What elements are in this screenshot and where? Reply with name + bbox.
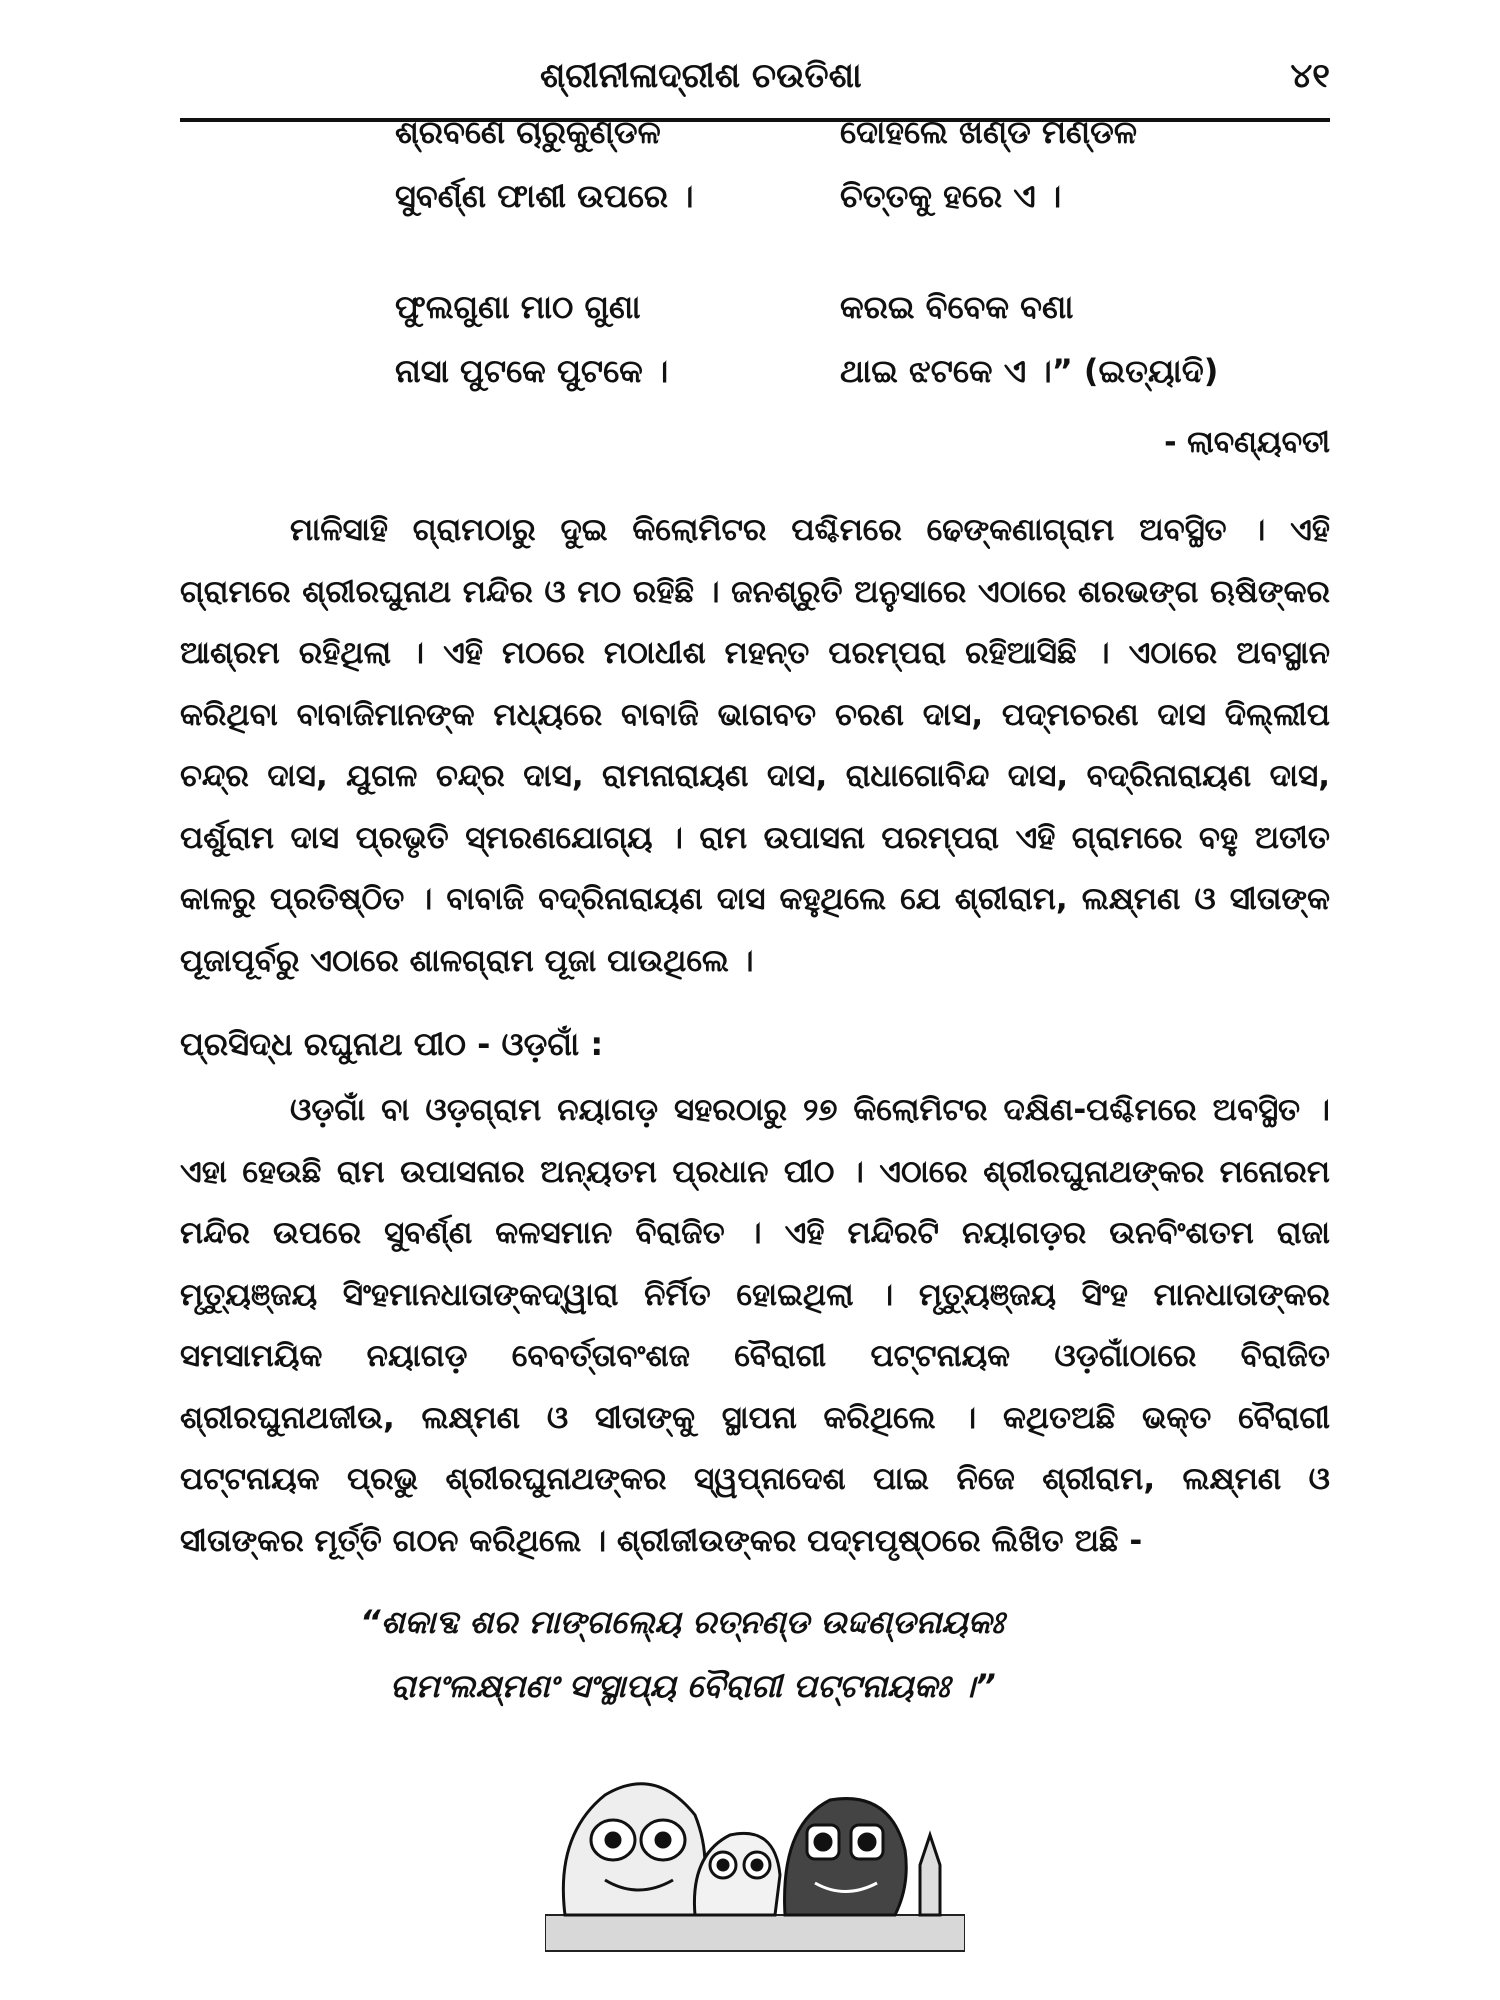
verse-left: ଶ୍ରବଣେ ଚାରୁକୁଣ୍ଡଳ [395,113,661,151]
page-number: ୪୧ [1290,56,1330,96]
section-heading: ପ୍ରସିଦ୍ଧ ରଘୁନାଥ ପୀଠ - ଓଡ଼ଗାଁ : [180,1025,604,1063]
paragraph-dhenkana: ମାଳିସାହି ଗ୍ରାମଠାରୁ ଦୁଇ କିଲୋମିଟର ପଶ୍ଚିମରେ ଢେଙ୍କଣାଗ୍ରାମ ଅବସ୍ଥିତ । ଏହି ଗ୍ରାମରେ ଶ୍ରୀରଘୁନାଥ ମନ୍ଦିର ଓ ମଠ ରହିଛି । ଜନଶ୍ରୁତି ଅନୁସାରେ ଏଠାରେ ଶରଭଙ୍ଗ ଋଷିଙ୍କର ଆଶ୍ରମ ରହିଥିଲା । ଏହି ମଠରେ ମଠାଧୀଶ ମହନ୍ତ ପରମ୍ପରା ରହିଆସିଛି । ଏଠାରେ ଅବସ୍ଥାନ କରିଥିବା ବାବାଜିମାନଙ୍କ ମଧ୍ୟରେ ବାବାଜି ଭାଗବତ ଚରଣ ଦାସ, ପଦ୍ମଚରଣ ଦାସ ଦିଲ୍ଲୀପ ଚନ୍ଦ୍ର ଦାସ, ଯୁଗଳ ଚନ୍ଦ୍ର ଦାସ, ରାମନାରାୟଣ ଦାସ, ରାଧାଗୋବିନ୍ଦ ଦାସ, ବଦ୍ରିନାରାୟଣ ଦାସ, ପର୍ଶୁରାମ ଦାସ ପ୍ରଭୃତି ସ୍ମରଣଯୋଗ୍ୟ । ରାମ ଉପାସନା ପରମ୍ପରା ଏହି ଗ୍ରାମରେ ବହୁ ଅତୀତ କାଳରୁ ପ୍ରତିଷ୍ଠିତ । ବାବାଜି ବଦ୍ରିନାରାୟଣ ଦାସ କହୁଥିଲେ ଯେ ଶ୍ରୀରାମ, ଲକ୍ଷ୍ମଣ ଓ ସୀତାଙ୍କ ପୂଜାପୂର୍ବରୁ ଏଠାରେ ଶାଳଗ୍ରାମ ପୂଜା ପାଉଥିଲେ । [180,512,1330,979]
verse-right: କରଇ ବିବେକ ବଣା [840,288,1074,326]
quote-line: ରାମଂଲକ୍ଷ୍ମଣଂ ସଂସ୍ଥାପ୍ୟ ବୈରାଗୀ ପଟ୍ଟନାୟକଃ ।” [390,1667,996,1705]
verse-right: ଚିତ୍ତକୁ ହରେ ଏ । [840,177,1062,215]
header-title: ଶ୍ରୀନୀଳାଦ୍ରୀଶ ଚଉତିଶା [540,56,862,96]
verse-left: ନାସା ପୁଟକେ ପୁଟକେ । [395,352,669,390]
running-header [180,48,1330,112]
paragraph-odagaon: ଓଡ଼ଗାଁ ବା ଓଡ଼ଗ୍ରାମ ନୟାଗଡ଼ ସହରଠାରୁ ୨୭ କିଲୋମିଟର ଦକ୍ଷିଣ-ପଶ୍ଚିମରେ ଅବସ୍ଥିତ । ଏହା ହେଉଛି ରାମ ଉପାସନାର ଅନ୍ୟତମ ପ୍ରଧାନ ପୀଠ । ଏଠାରେ ଶ୍ରୀରଘୁନାଥଙ୍କର ମନୋରମ ମନ୍ଦିର ଉପରେ ସୁବର୍ଣ୍ଣ କଳସମାନ ବିରାଜିତ । ଏହି ମନ୍ଦିରଟି ନୟାଗଡ଼ର ଉନବିଂଶତମ ରାଜା ମୃତ୍ୟୁଞ୍ଜୟ ସିଂହମାନଧାତାଙ୍କଦ୍ୱାରା ନିର୍ମିତ ହୋଇଥିଲା । ମୃତ୍ୟୁଞ୍ଜୟ ସିଂହ ମାନଧାତାଙ୍କର ସମସାମୟିକ ନୟାଗଡ଼ ବେବର୍ତ୍ତାବଂଶଜ ବୈରାଗୀ ପଟ୍ଟନାୟକ ଓଡ଼ଗାଁଠାରେ ବିରାଜିତ ଶ୍ରୀରଘୁନାଥଜୀଉ, ଲକ୍ଷ୍ମଣ ଓ ସୀତାଙ୍କୁ ସ୍ଥାପନା କରିଥିଲେ । କଥିତଅଛି ଭକ୍ତ ବୈରାଗୀ ପଟ୍ଟନାୟକ ପ୍ରଭୁ ଶ୍ରୀରଘୁନାଥଙ୍କର ସ୍ୱପ୍ନାଦେଶ ପାଇ ନିଜେ ଶ୍ରୀରାମ, ଲକ୍ଷ୍ମଣ ଓ ସୀତାଙ୍କର ମୂର୍ତ୍ତି ଗଠନ କରିଥିଲେ । ଶ୍ରୀଜୀଉଙ୍କର ପଦ୍ମପୃଷ୍ଠରେ ଲିଖିତ ଅଛି - [180,1092,1330,1559]
verse-attribution: - ଲାବଣ୍ୟବତୀ [1164,425,1330,460]
verse-left: ସୁବର୍ଣ୍ଣ ଫାଶୀ ଉପରେ । [395,177,694,215]
verse-left: ଫୁଲଗୁଣା ମାଠ ଗୁଣା [395,288,641,326]
jagannath-trinity-illustration [545,1755,965,1955]
verse-right: ଦୋହଲେ ଖଣ୍ଡ ମଣ୍ଡଳ [840,113,1137,151]
header-rule [180,118,1330,122]
quote-line: “ଶକାବ୍ଦ ଶର ମାଙ୍ଗଲ୍ୟେ ରତ୍ନଣ୍ଡ ଉଦ୍ଦଣ୍ଡନାୟକଃ [360,1603,1004,1641]
sanskrit-quote [360,1590,1004,1718]
verse-right: ଥାଇ ଝଟକେ ଏ ।” (ଇତ୍ୟାଦି) [840,352,1219,390]
